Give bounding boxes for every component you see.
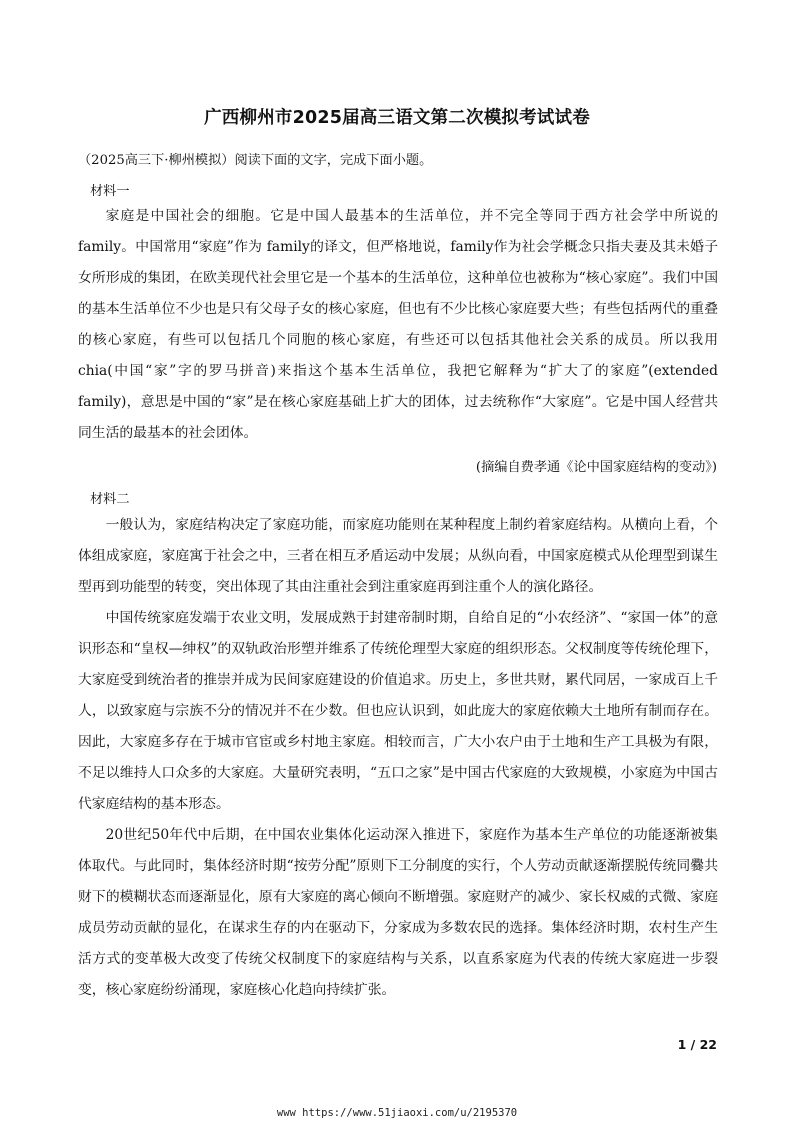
material-two-paragraph-3: 20世纪50年代中后期，在中国农业集体化运动深入推进下，家庭作为基本生产单位的功能逐渐被集体取代。与此同时，集体经济时期“按劳分配”原则下工分制度的实行，个人劳动贡献逐渐摆脱传统同爨共财下的模糊状态而逐渐显化，原有大家庭的离心倾向不断增强。家庭财产的减少、家长权威的式微、家庭成员劳动贡献的显化，在谋求生存的内在驱动下，分家成为多数农民的选择。集体经济时期，农村生产生活方式的变革极大改变了传统父权制度下的家庭结构与关系，以直系家庭为代表的传统大家庭进一步裂变，核心家庭纷纷涌现，家庭核心化趋向持续扩张。 <box>78 827 718 998</box>
page-title: 广西柳州市2025届高三语文第二次模拟考试试卷 <box>204 108 590 128</box>
page-number: 1 / 22 <box>677 1037 717 1052</box>
question-intro: （2025高三下·柳州模拟）阅读下面的文字，完成下面小题。 <box>78 153 433 168</box>
material-two-paragraph-1: 一般认为，家庭结构决定了家庭功能，而家庭功能则在某种程度上制约着家庭结构。从横向上看，个体组成家庭，家庭寓于社会之中，三者在相互矛盾运动中发展；从纵向看，中国家庭模式从伦理型到谋生型再到功能型的转变，突出体现了其由注重社会到注重家庭再到注重个人的演化路径。 <box>78 517 718 595</box>
material-one-label: 材料一 <box>90 184 130 199</box>
material-two-label: 材料二 <box>90 492 130 507</box>
material-one-source: (摘编自费孝通《论中国家庭结构的变动》) <box>475 460 717 475</box>
material-one-paragraph: 家庭是中国社会的细胞。它是中国人最基本的生活单位，并不完全等同于西方社会学中所说的family。中国常用“家庭”作为 family的译文，但严格地说，family作为社会学概念只指夫妻及其未婚子女所形成的集团，在欧美现代社会里它是一个基本的生活单位，这种单位也被称为“核心家庭”。我们中国的基本生活单位不少也是只有父母子女的核心家庭，但也有不少比核心家庭要大些；有些包括两代的重叠的核心家庭，有些可以包括几个同胞的核心家庭，有些还可以包括其他社会关系的成员。所以我用 chia(中国“家”字的罗马拼音)来指这个基本生活单位，我把它解释为“扩大了的家庭”(extended family)，意思是中国的“家”是在核心家庭基础上扩大的团体，过去统称作“大家庭”。它是中国人经营共同生活的最基本的社会团体。 <box>78 208 718 441</box>
material-two-paragraph-2: 中国传统家庭发端于农业文明，发展成熟于封建帝制时期，自给自足的“小农经济”、“家国一体”的意识形态和“皇权—绅权”的双轨政治形塑并维系了传统伦理型大家庭的组织形态。父权制度等传统伦理下，大家庭受到统治者的推崇并成为民间家庭建设的价值追求。历史上，多世共财，累代同居，一家成百上千人，以致家庭与宗族不分的情况并不在少数。但也应认识到，如此庞大的家庭依赖大土地所有制而存在。因此，大家庭多存在于城市官宦或乡村地主家庭。相较而言，广大小农户由于土地和生产工具极为有限，不足以维持人口众多的大家庭。大量研究表明，“五口之家”是中国古代家庭的大致规模，小家庭为中国古代家庭结构的基本形态。 <box>78 610 718 812</box>
footer-url[interactable]: www https://www.51jiaoxi.com/u/2195370 <box>276 1107 518 1119</box>
